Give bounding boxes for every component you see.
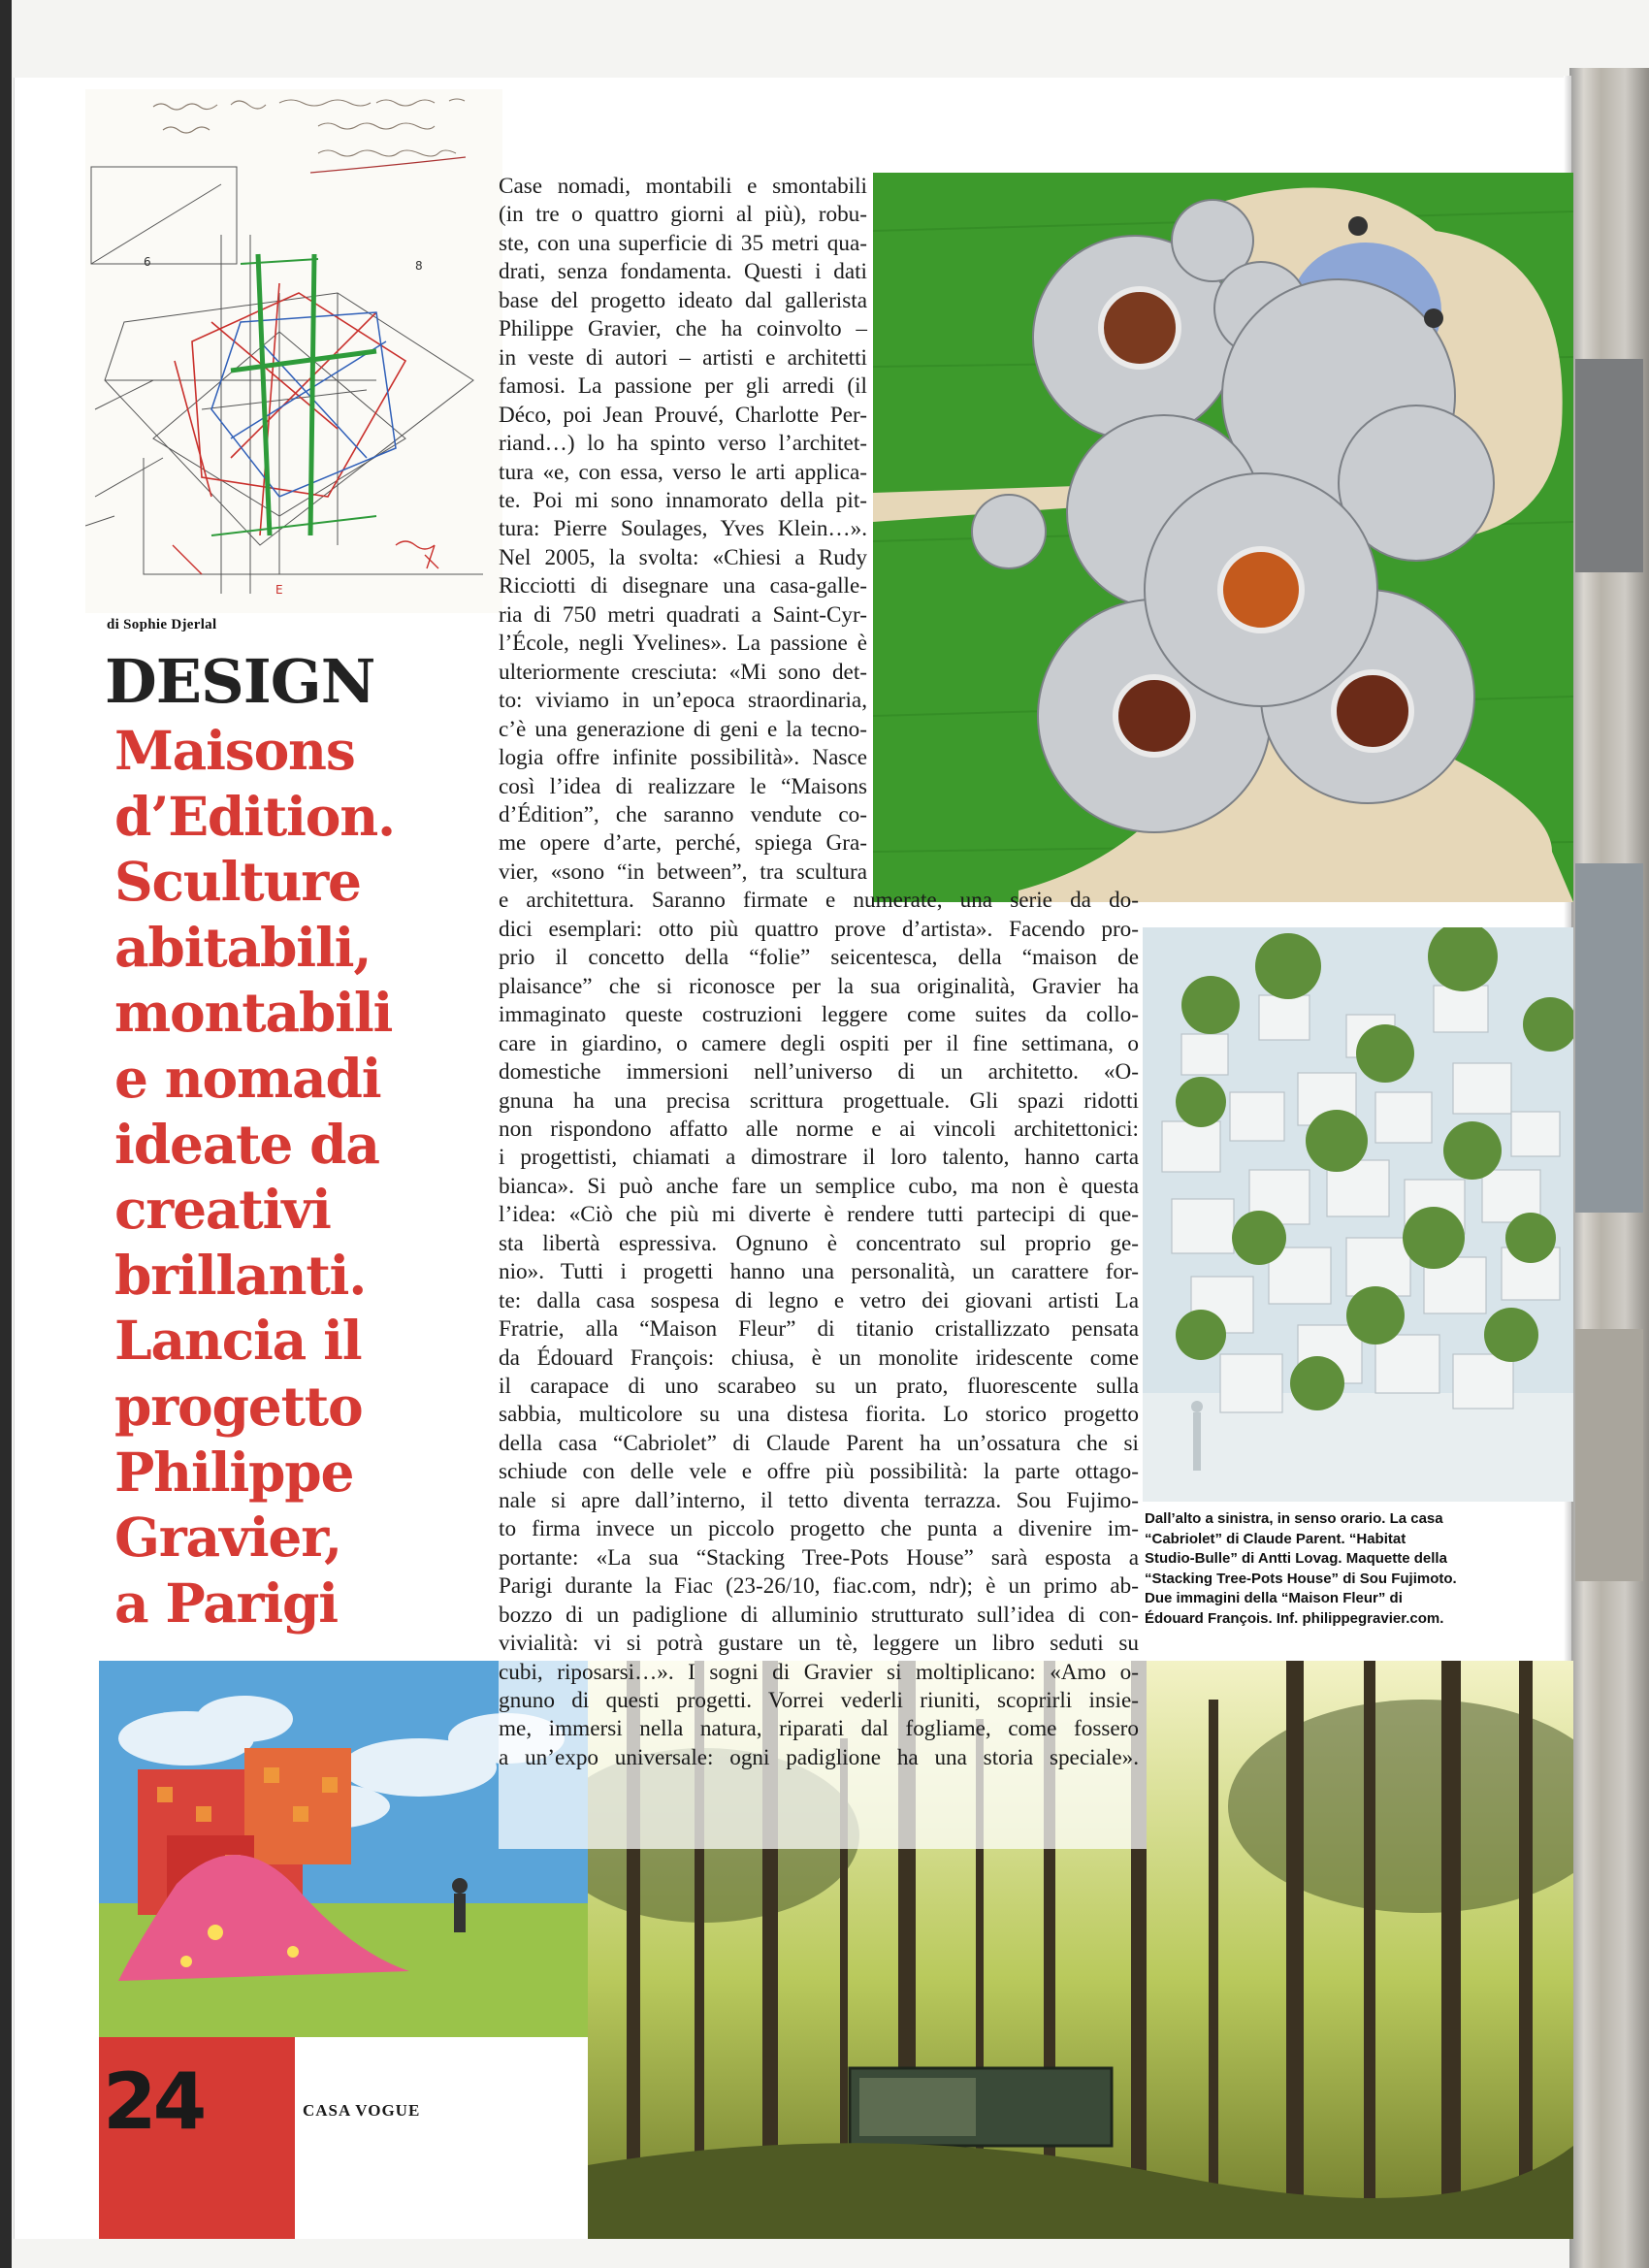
body-line: bozzo di un padiglione di alluminio strutturato sull’idea di con- <box>499 1602 1139 1628</box>
body-line: riand…) lo ha spinto verso l’architet- <box>499 431 867 457</box>
body-line: il carapace di uno scarabeo su un prato, fluorescente sulla <box>499 1374 1139 1400</box>
scan-background <box>1569 68 1649 2268</box>
headline-line: Philippe <box>114 1440 354 1504</box>
body-line: Fratrie, alla “Maison Fleur” di titanio cristallizzato pensata <box>499 1316 1139 1343</box>
headline-line: e nomadi <box>114 1046 381 1110</box>
body-line: non rispondono affatto alle norme e ai vincoli architettonici: <box>499 1116 1139 1142</box>
body-line: in veste di autori – artisti e architetti <box>499 344 867 371</box>
body-line: Parigi durante la Fiac (23-26/10, fiac.com, ndr); è un primo ab- <box>499 1573 1139 1600</box>
body-line: (in tre o quattro giorni al più), robu- <box>499 202 867 228</box>
body-line: sta libertà espressiva. Ognuno è concentrato sul proprio ge- <box>499 1230 1139 1256</box>
body-line: d’Édition”, che saranno vendute co- <box>499 801 867 827</box>
body-line: i progettisti, chiamati a dimostrare il loro talento, hanno carta <box>499 1145 1139 1171</box>
body-line: così l’idea di realizzare le “Maisons <box>499 773 867 799</box>
headline-line: a Parigi <box>114 1571 338 1635</box>
headline-line: Lancia il <box>114 1309 362 1373</box>
body-line: ria di 750 metri quadrati a Saint-Cyr- <box>499 601 867 628</box>
body-line: della casa “Cabriolet” di Claude Parent ha un’ossatura che si <box>499 1430 1139 1456</box>
architect-sketch <box>85 89 502 613</box>
body-line: c’è una generazione di geni e la tecno- <box>499 716 867 742</box>
body-line: dici esemplari: otto più quattro prove d’artista». Facendo pro- <box>499 916 1139 942</box>
svg-text:E: E <box>275 583 283 597</box>
body-line: Nel 2005, la svolta: «Chiesi a Rudy <box>499 544 867 570</box>
body-line: bianca». Si può anche fare un semplice cubo, ma non è questa <box>499 1173 1139 1199</box>
body-line: base del progetto ideato dal gallerista <box>499 287 867 313</box>
body-line: l’École, negli Yvelines». La passione è <box>499 631 867 657</box>
headline-line: Sculture <box>114 850 361 914</box>
body-line: prio il concetto della “folie” seicentesca, della “maison de <box>499 945 1139 971</box>
article-body <box>499 173 1174 1772</box>
headline-line: montabili <box>114 981 393 1045</box>
body-line: schiude con delle vele e offre più possibilità: la parte ottago- <box>499 1459 1139 1485</box>
headline-line: abitabili, <box>114 915 372 979</box>
body-line: plaisance” che si riconosce per la sua originalità, Gravier ha <box>499 973 1139 999</box>
headline-line: d’Edition. <box>114 784 395 848</box>
body-line: portante: «La sua “Stacking Tree-Pots House” sarà esposta a <box>499 1544 1139 1571</box>
body-line: tura: Pierre Soulages, Yves Klein…». <box>499 516 867 542</box>
body-line: sabbia, multicolore su una distesa fiorita. Lo storico progetto <box>499 1402 1139 1428</box>
photo-caption <box>1145 1509 1575 1629</box>
footer-label-area <box>295 2037 588 2239</box>
body-line: me, immersi nella natura, riparati dal fogliame, come fossero <box>499 1716 1139 1742</box>
headline-line: progetto <box>114 1374 363 1438</box>
caption-line: Dall’alto a sinistra, in senso orario. La casa <box>1145 1510 1443 1527</box>
body-line: te: dalla casa sospesa di legno e vetro dei giovani artisti La <box>499 1287 1139 1313</box>
headline-line: brillanti. <box>114 1243 367 1307</box>
body-line: gnuna ha una precisa scrittura progettuale. Gli spazi ridotti <box>499 1087 1139 1114</box>
body-line: drati, senza fondamenta. Questi i dati <box>499 259 867 285</box>
byline: di Sophie Djerlal <box>107 617 217 632</box>
headline-line: Maisons <box>114 719 355 782</box>
body-line: care in giardino, o camere degli ospiti per il fine settimana, o <box>499 1030 1139 1056</box>
headline-line: creativi <box>114 1178 331 1242</box>
body-line: Philippe Gravier, che ha coinvolto – <box>499 316 867 342</box>
caption-line: Studio-Bulle” di Antti Lovag. Maquette della <box>1145 1550 1447 1567</box>
body-line: a un’expo universale: ogni padiglione ha una storia speciale». <box>499 1744 1139 1770</box>
body-line: Ricciotti di disegnare una casa-galle- <box>499 573 867 599</box>
body-line: vier, «sono “in between”, tra scultura <box>499 859 867 885</box>
caption-line: Due immagini della “Maison Fleur” di <box>1145 1590 1403 1606</box>
caption-line: “Cabriolet” di Claude Parent. “Habitat <box>1145 1530 1406 1547</box>
body-line: da Édouard François: chiusa, è un monolite iridescente come <box>499 1345 1139 1371</box>
headline-line: Gravier, <box>114 1506 341 1570</box>
headline-line: ideate da <box>114 1112 379 1176</box>
body-line: l’idea: «Ciò che più mi diverte è rendere tutti partecipi di que- <box>499 1202 1139 1228</box>
body-line: e architettura. Saranno firmate e numerate, una serie da do- <box>499 888 1139 914</box>
page-number: 24 <box>103 2057 204 2147</box>
body-line: Case nomadi, montabili e smontabili <box>499 174 867 199</box>
svg-text:8: 8 <box>415 259 423 273</box>
svg-text:6: 6 <box>144 255 151 269</box>
caption-line: Édouard François. Inf. philippegravier.com. <box>1145 1609 1444 1627</box>
body-line: ulteriormente cresciuta: «Mi sono det- <box>499 659 867 685</box>
body-line: to firma invece un piccolo progetto che punta a divenire im- <box>499 1516 1139 1542</box>
body-line: Déco, poi Jean Prouvé, Charlotte Per- <box>499 402 867 428</box>
scan-left-edge <box>0 0 12 2268</box>
body-line: me opere d’arte, perché, spiega Gra- <box>499 830 867 857</box>
body-line: te. Poi mi sono innamorato della pit- <box>499 487 867 513</box>
body-line: domestiche immersioni nell’universo di un architetto. «O- <box>499 1059 1139 1085</box>
section-label: DESIGN <box>105 646 375 717</box>
body-line: immaginato queste costruzioni leggere come suites da collo- <box>499 1002 1139 1028</box>
body-line: famosi. La passione per gli arredi (il <box>499 373 867 400</box>
body-line: nale si apre dall’interno, il tetto diventa terrazza. Sou Fujimo- <box>499 1487 1139 1513</box>
caption-line: “Stacking Tree-Pots House” di Sou Fujimoto. <box>1145 1570 1457 1587</box>
body-line: logia offre infinite possibilità». Nasce <box>499 745 867 771</box>
body-line: nio». Tutti i progetti hanno una personalità, un carattere for- <box>499 1259 1139 1285</box>
magazine-name: CASA VOGUE <box>303 2101 421 2120</box>
body-line: ste, con una superficie di 35 metri qua- <box>499 230 867 256</box>
body-line: tura «e, con essa, verso le arti applica- <box>499 459 867 485</box>
headline <box>114 718 522 1636</box>
body-line: gnuno di questi progetti. Vorrei vederli riuniti, scoprirli insie- <box>499 1688 1139 1714</box>
body-line: to: viviamo in un’epoca straordinaria, <box>499 688 867 714</box>
body-line: vivialità: vi si potrà gustare un tè, leggere un libro seduti su <box>499 1631 1139 1657</box>
body-line: cubi, riposarsi…». I sogni di Gravier si moltiplicano: «Amo o- <box>499 1659 1139 1685</box>
stacking-tree-pots-house-photo <box>1143 927 1573 1502</box>
